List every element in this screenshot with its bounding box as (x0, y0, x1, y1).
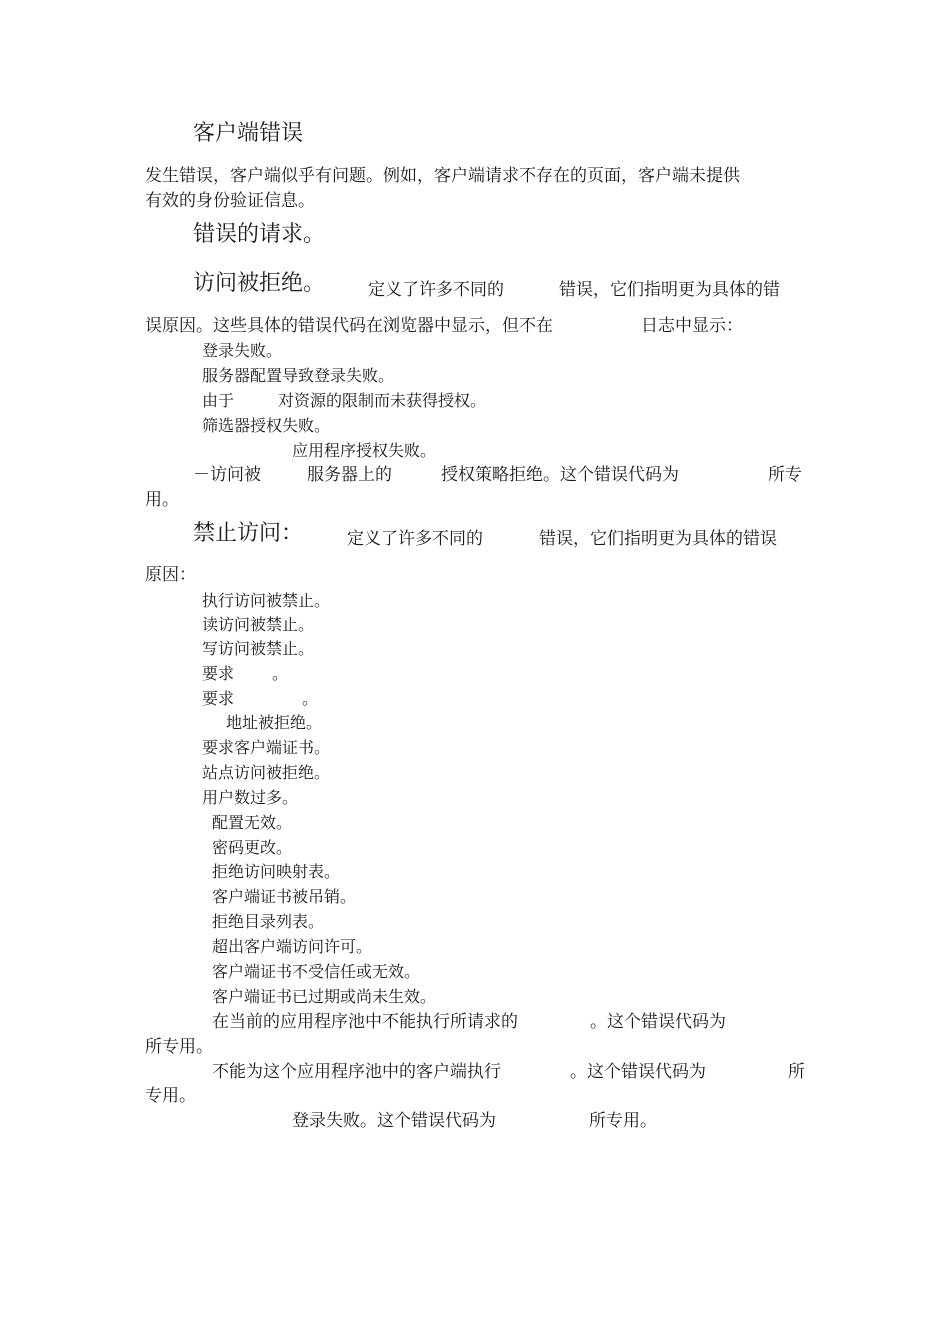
forbidden-p2-b: 。这个错误代码为 (570, 1062, 706, 1082)
forbidden-heading: 禁止访问： (193, 521, 304, 546)
unauthorized-last-d: 所专 (768, 465, 802, 485)
bad-request-heading: 错误的请求。 (193, 222, 326, 247)
list-item: 执行访问被禁止。 (202, 591, 331, 610)
list-item: 登录失败。 (202, 341, 283, 360)
unauthorized-last-b: 服务器上的 (307, 465, 392, 485)
list-item: 要求客户端证书。 (202, 738, 331, 757)
list-item: 密码更改。 (212, 838, 293, 857)
unauthorized-heading: 访问被拒绝。 (193, 271, 326, 296)
list-item: 由于 (202, 391, 235, 410)
list-item: 用户数过多。 (202, 788, 299, 807)
list-item: 。 (272, 664, 289, 683)
list-item: 。 (302, 689, 319, 708)
forbidden-p2-d: 专用。 (145, 1086, 196, 1106)
page-title: 客户端错误 (193, 121, 304, 146)
list-item: 筛选器授权失败。 (202, 416, 331, 435)
intro-line-1: 发生错误，客户端似乎有问题。例如，客户端请求不存在的页面，客户端未提供 (145, 166, 740, 186)
list-item: 读访问被禁止。 (202, 615, 315, 634)
list-item: 客户端证书已过期或尚未生效。 (212, 987, 437, 1006)
forbidden-desc-3: 原因： (145, 565, 196, 585)
list-item: 超出客户端访问许可。 (212, 937, 373, 956)
list-item: 拒绝目录列表。 (212, 912, 325, 931)
list-item: 配置无效。 (212, 813, 293, 832)
list-item: 地址被拒绝。 (226, 713, 323, 732)
forbidden-desc-2: 错误，它们指明更为具体的错误 (539, 529, 777, 549)
intro-line-2: 有效的身份验证信息。 (145, 191, 315, 211)
forbidden-p2-a: 不能为这个应用程序池中的客户端执行 (212, 1062, 501, 1082)
unauthorized-last-a: －访问被 (193, 465, 261, 485)
list-item: 对资源的限制而未获得授权。 (278, 391, 487, 410)
forbidden-p1-a: 在当前的应用程序池中不能执行所请求的 (212, 1012, 518, 1032)
forbidden-desc-1: 定义了许多不同的 (347, 529, 483, 549)
list-item: 客户端证书不受信任或无效。 (212, 962, 421, 981)
list-item: 应用程序授权失败。 (292, 441, 437, 460)
list-item: 写访问被禁止。 (202, 639, 315, 658)
forbidden-p2-c: 所 (788, 1062, 805, 1082)
forbidden-p1-b: 。这个错误代码为 (590, 1012, 726, 1032)
list-item: 要求 (202, 664, 235, 683)
unauthorized-desc-3: 误原因。这些具体的错误代码在浏览器中显示，但不在 (145, 316, 553, 336)
unauthorized-last-c: 授权策略拒绝。这个错误代码为 (441, 465, 679, 485)
list-item: 客户端证书被吊销。 (212, 887, 357, 906)
list-item: 服务器配置导致登录失败。 (202, 366, 395, 385)
list-item: 要求 (202, 689, 235, 708)
forbidden-p1-c: 所专用。 (145, 1037, 213, 1057)
unauthorized-desc-2: 错误，它们指明更为具体的错 (559, 280, 780, 300)
unauthorized-desc-1: 定义了许多不同的 (368, 280, 504, 300)
forbidden-p3-b: 所专用。 (589, 1111, 657, 1131)
list-item: 站点访问被拒绝。 (202, 763, 331, 782)
unauthorized-desc-4: 日志中显示： (641, 316, 743, 336)
unauthorized-last-e: 用。 (145, 490, 179, 510)
forbidden-p3-a: 登录失败。这个错误代码为 (292, 1111, 496, 1131)
list-item: 拒绝访问映射表。 (212, 862, 341, 881)
